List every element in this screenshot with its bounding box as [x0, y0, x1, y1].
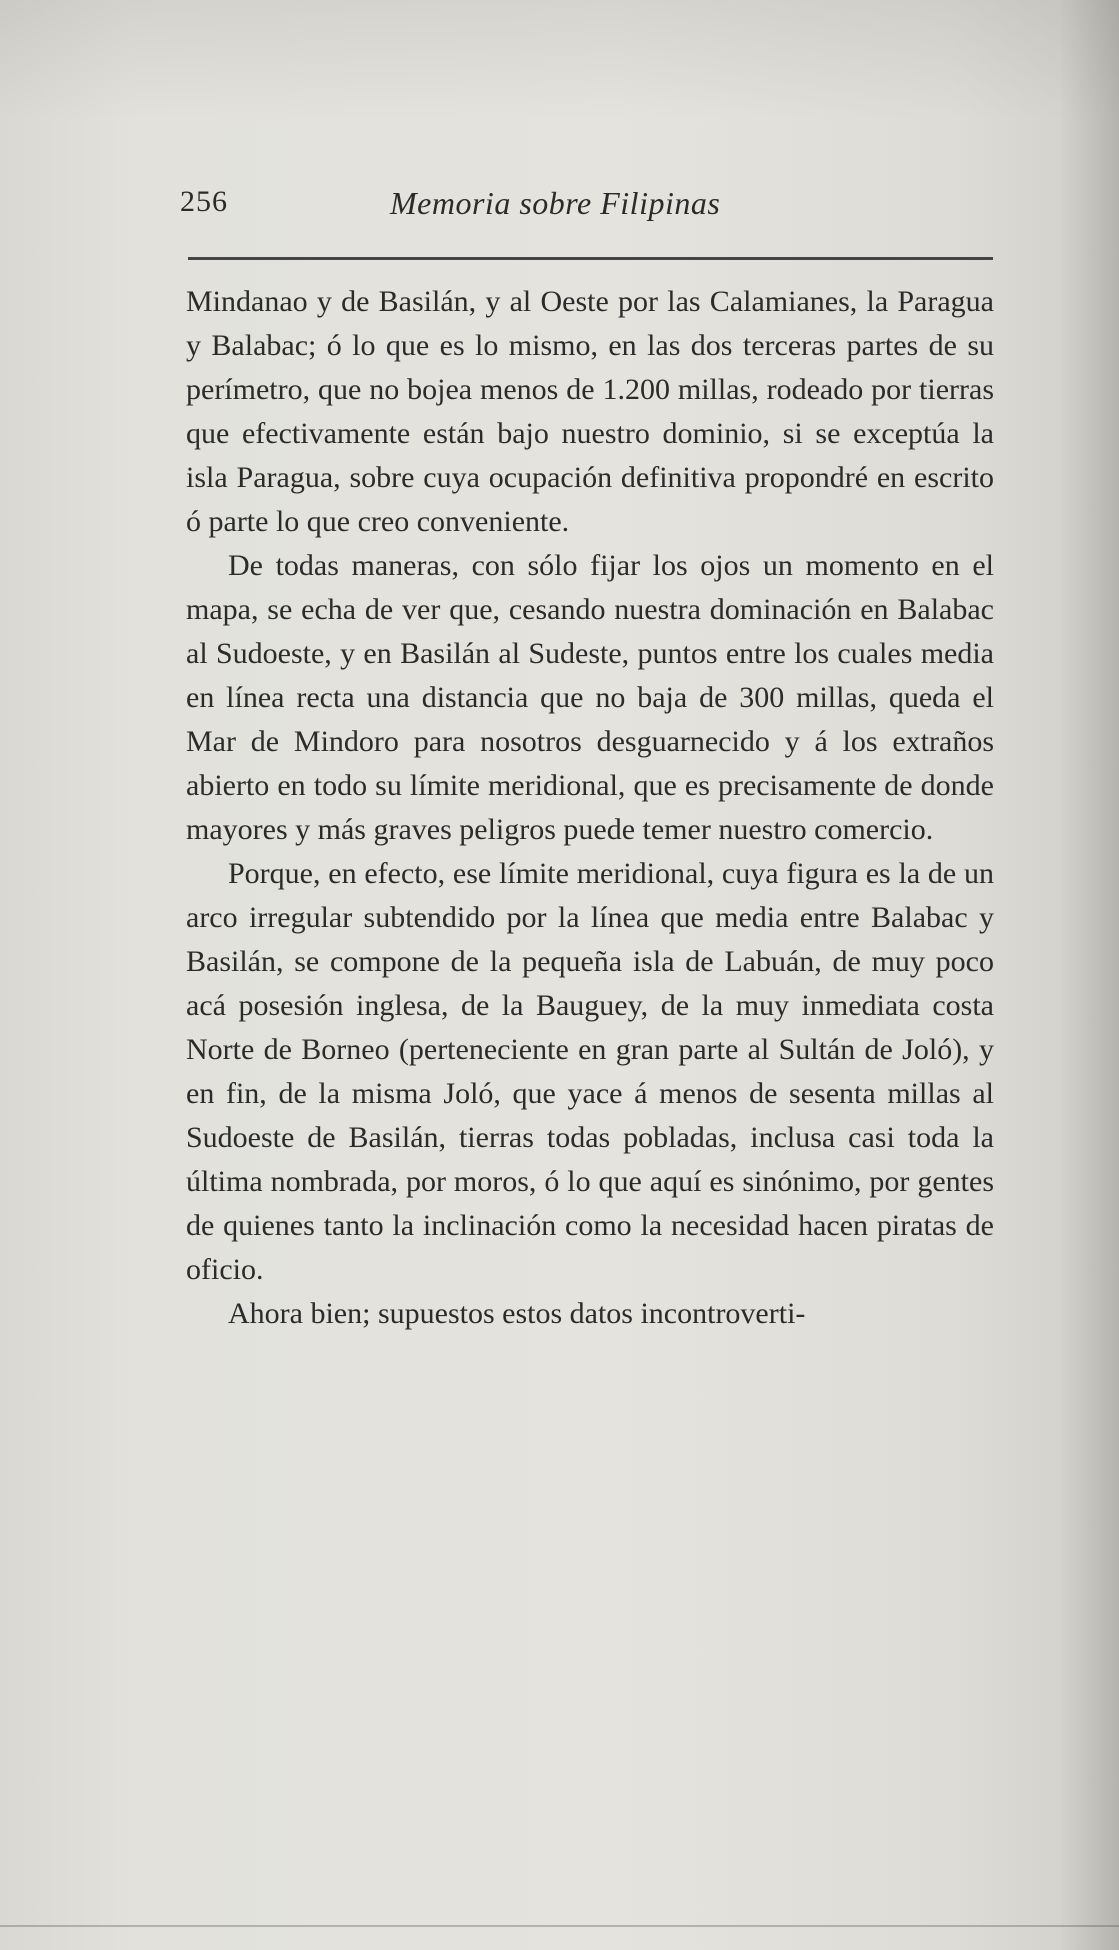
running-title: Memoria sobre Filipinas	[390, 185, 721, 221]
page-shadow-right	[1059, 0, 1119, 1950]
paragraph: Mindanao y de Basilán, y al Oeste por las Calamianes, la Paragua y Balabac; ó lo que es lo mismo, en las dos terceras partes de su perímetro, que no bojea menos de 1.200 millas, rodeado por tierras que efectivamente están bajo nuestro dominio, si se exceptúa la isla Paragua, sobre cuya ocupación definitiva propondré en escrito ó parte lo que creo conveniente.	[186, 285, 994, 538]
paragraph: De todas maneras, con sólo fijar los ojos un momento en el mapa, se echa de ver que, cesando nuestra dominación en Balabac al Sudoeste, y en Basilán al Sudeste, puntos entre los cuales media en línea recta una distancia que no baja de 300 millas, queda el Mar de Mindoro para nosotros desguarnecido y á los extraños abierto en todo su límite meridional, que es precisamente de donde mayores y más graves peligros puede temer nuestro comercio.	[186, 549, 994, 846]
body-text	[186, 280, 994, 1336]
page-number: 256	[180, 185, 228, 218]
page-bottom-edge	[0, 1925, 1119, 1927]
paragraph: Ahora bien; supuestos estos datos incontroverti-	[228, 1297, 806, 1330]
page-shadow-top	[0, 0, 1119, 120]
page-header	[180, 185, 990, 235]
header-rule	[188, 257, 993, 260]
paragraph: Porque, en efecto, ese límite meridional, cuya figura es la de un arco irregular subtendido por la línea que media entre Balabac y Basilán, se compone de la pequeña isla de Labuán, de muy poco acá posesión inglesa, de la Bauguey, de la muy inmediata costa Norte de Borneo (perteneciente en gran parte al Sultán de Joló), y en fin, de la misma Joló, que yace á menos de sesenta millas al Sudoeste de Basilán, tierras todas pobladas, inclusa casi toda la última nombrada, por moros, ó lo que aquí es sinónimo, por gentes de quienes tanto la inclinación como la necesidad hacen piratas de oficio.	[186, 857, 994, 1286]
